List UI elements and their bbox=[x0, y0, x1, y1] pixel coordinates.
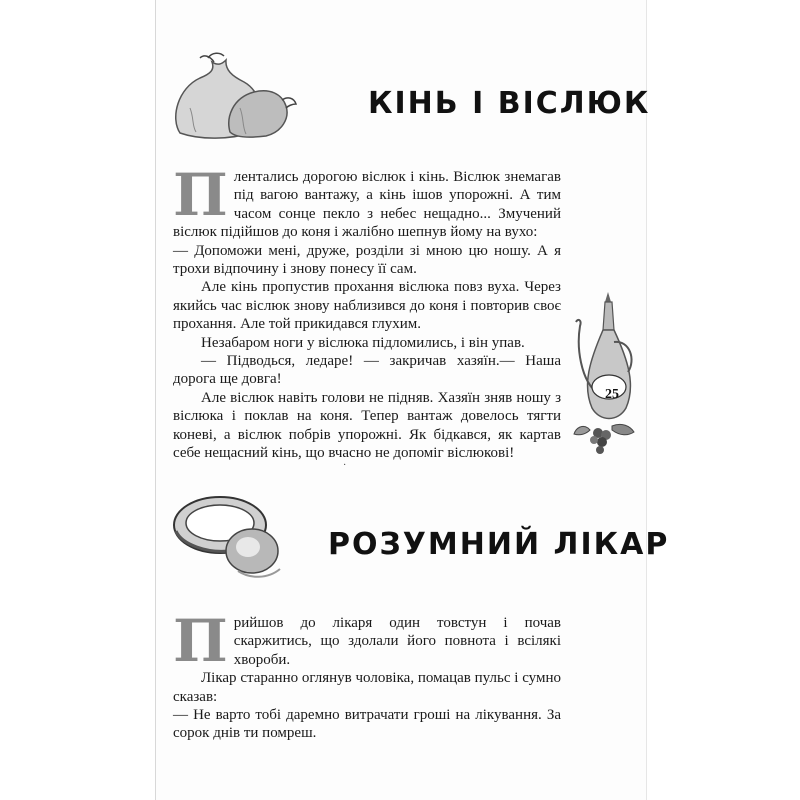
stray-dot: · bbox=[343, 460, 347, 471]
paragraph: Незабаром ноги у віслюка підломились, і він упав. bbox=[201, 334, 525, 351]
paragraph: лентались дорогою віслюк і кінь. Віслюк знемагав під вагою вантажу, а кінь ішов упорожні. А тим часом сонце пекло з небес нещадно... Змучений віслюк підійшов до коня і жалібно шепнув йому на вухо: bbox=[173, 169, 561, 241]
paragraph: — Допоможи мені, друже, розділи зі мною цю ношу. А я трохи відпочину і знову понесу її сам. bbox=[173, 242, 561, 278]
drop-cap-2: П bbox=[173, 607, 228, 675]
paragraph: — Не варто тобі даремно витрачати гроші на лікування. За сорок днів ти помреш. bbox=[173, 707, 561, 742]
paragraph: Але віслюк навіть голови не підняв. Хазяїн зняв ношу з віслюка і поклав на коня. Тепер вантаж довелось тягти коневі, а віслюк побрів упорожні. Як бідкався, як картав себе нещасний кінь, що вчасно не допоміг віслюкові! bbox=[173, 389, 561, 462]
paragraph: Лікар старанно оглянув чоловіка, помацав пульс і сумно сказав: bbox=[173, 670, 561, 705]
paragraph: Але кінь пропустив прохання віслюка повз вуха. Через якийсь час віслюк знову наблизився до коня і повторив своє прохання. Але той прикидався глухим. bbox=[173, 279, 561, 333]
jug-illustration bbox=[572, 290, 642, 465]
story-title-2: РОЗУМНИЙ ЛІКАР bbox=[328, 527, 670, 562]
page-number: 25 bbox=[605, 387, 619, 402]
drop-cap-1: П bbox=[173, 161, 228, 229]
ring-illustration bbox=[168, 487, 298, 587]
sacks-illustration bbox=[170, 48, 300, 140]
paragraph: — Підводься, ледаре! — закричав хазяїн.— Наша дорога ще довга! bbox=[173, 353, 561, 388]
story-body-1 bbox=[173, 161, 561, 463]
story-body-2 bbox=[173, 607, 561, 743]
story-title-1: КІНЬ І ВІСЛЮК bbox=[368, 86, 651, 121]
paragraph: рийшов до лікаря один товстун і почав скаржитись, що здолали його повнота і всілякі хвороби. bbox=[233, 615, 561, 668]
